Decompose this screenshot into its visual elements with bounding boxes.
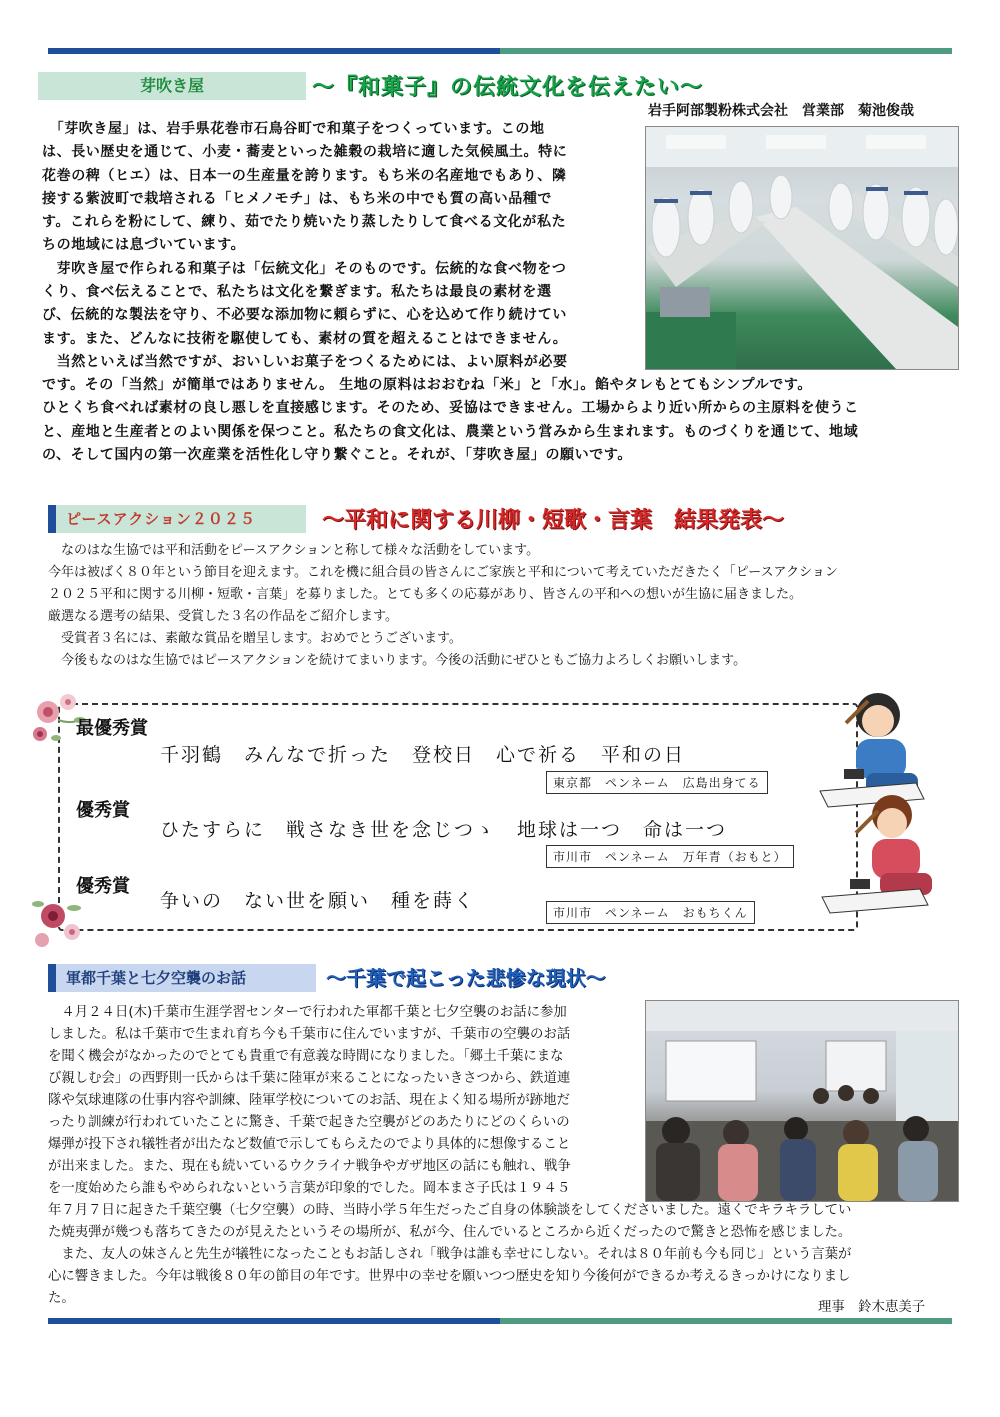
section3-paragraph-b: 年７月７日に起きた千葉空襲（七夕空襲）の時、当時小学５年生だったご自身の体験談をしてくださいました。遠くでキラキラしてい た焼夷弾が幾つも落ちてきたのが見えたというその場所が、私が今、住んでいるところから近くだったので驚きと恐怖を感じました。 また、友人の妹さんと先生が犠牲になったこともお話しされ「戦争は誰も幸せにしない。それは８０年前も今も同じ」という言葉が 心に響きました。今年は戦後８０年の節目の年です。世界中の幸せを願いつつ歴史を知り今後何ができるか考えるきっかけになりまし た。 xyxy=(48,1203,852,1306)
award-3-poem: 争いの ない世を願い 種を蒔く xyxy=(160,890,476,912)
award-3-penname: 市川市 ペンネーム おもちくん xyxy=(546,901,755,924)
section1-paragraph-b: です。その「当然」が簡単ではありません。 生地の原料はおおむね「米」と「水」。餡やタレもとてもシンプルです。 ひとくち食べれば素材の良し悪しを直接感じます。そのため、妥協はできません。工場からより近い所からの主原料を使うこ と、産地と生産者とのよい関係を保つこと。私たちの食文化は、農業という営みから生まれます。ものづくりを通じて、地域 の、そして国内の第一次産業を活性化し守り繋ぐこと。それが、「芽吹き屋」の願いです。 xyxy=(42,377,859,463)
top-divider-bar xyxy=(48,48,952,54)
section3-paragraph-a: ４月２４日(木)千葉市生涯学習センターで行われた軍都千葉と七夕空襲のお話に参加 しました。私は千葉市で生まれ育ち今も千葉市に住んでいますが、千葉市の空襲のお話 を聞く機会がなかったのでとても貴重で有意義な時間になりました。「郷土千葉にまな び親しむ会」の西野則一氏からは千葉に陸軍が来ることになったいきさつから、鉄道連 隊や気球連隊の仕事内容や訓練、陸軍学校についてのお話、現在よく知る場所が跡地だ ったり訓練が行われていたことに驚き、千葉で起きた空襲がどのあたりにどのくらいの 爆弾が投下され犠牲者が出たなど数値で示してもらえたのでより具体的に想像すること が出来ました。また、現在も続いているウクライナ戦争やガザ地区の話にも触れ、戦争 を一度始めたら誰もやめられないという言葉が印象的でした。岡本まさ子氏は１９４５ xyxy=(48,1005,571,1196)
section3-title: ～千葉で起こった悲惨な現状～ xyxy=(326,966,606,990)
bottom-divider-bar xyxy=(48,1318,952,1324)
section3-author: 理事 鈴木恵美子 xyxy=(818,1300,926,1315)
award-2-label: 優秀賞 xyxy=(76,800,130,821)
section1-title: ～『和菓子』の伝統文化を伝えたい～ xyxy=(312,75,704,100)
award-2-penname: 市川市 ペンネーム 万年青（おもと） xyxy=(546,845,794,868)
award-1-label: 最優秀賞 xyxy=(76,718,148,739)
award-2-poem: ひたすらに 戦さなき世を念じつゝ 地球は一つ 命は一つ xyxy=(160,819,728,841)
section1-tag: 芽吹き屋 xyxy=(38,72,306,100)
lecture-photo xyxy=(645,1000,959,1202)
lecture-photo-illustration xyxy=(646,1001,958,1201)
factory-photo-illustration xyxy=(646,127,958,369)
section2-title: ～平和に関する川柳・短歌・言葉 結果発表～ xyxy=(322,508,785,533)
section3-tag: 軍都千葉と七夕空襲のお話 xyxy=(48,964,316,992)
calligraphy-people-illustration-icon xyxy=(816,683,956,943)
section2-tag: ピースアクション２０２５ xyxy=(48,505,306,533)
award-1-poem: 千羽鶴 みんなで折った 登校日 心で祈る 平和の日 xyxy=(160,744,686,766)
award-3-label: 優秀賞 xyxy=(76,876,130,897)
factory-photo xyxy=(645,126,959,370)
section2-paragraph: なのはな生協では平和活動をピースアクションと称して様々な活動をしています。 今年は被ばく８０年という節目を迎えます。これを機に組合員の皆さんにご家族と平和について考えていただきたく「ピースアクション ２０２５平和に関する川柳・短歌・言葉」を募りました。とても多くの応募があり、皆さんの平和への想いが生協に届きました。 厳選なる選考の結果、受賞した３名の作品をご紹介します。 受賞者３名には、素敵な賞品を贈呈します。おめでとうございます。 今後もなのはな生協ではピースアクションを続けてまいります。今後の活動にぜひともご協力よろしくお願いします。 xyxy=(48,543,838,668)
section1-paragraph-a: 「芽吹き屋」は、岩手県花巻市石鳥谷町で和菓子をつくっています。この地 は、長い歴史を通じて、小麦・蕎麦といった雑穀の栽培に適した気候風土。特に 花巻の稗（ヒエ）は、日本一の生産量を誇ります。もち米の名産地でもあり、隣 接する紫波町で栽培される「ヒメノモチ」は、もち米の中でも質の高い品種で す。これらを粉にして、練り、茹でたり焼いたり蒸したりして食べる文化が私た ちの地域には息づいています。 芽吹き屋で作られる和菓子は「伝統文化」そのものです。伝統的な食べ物をつ くり、食べ伝えることで、私たちは文化を繋ぎます。私たちは最良の素材を選 び、伝統的な製法を守り、不必要な添加物に頼らずに、心を込めて作り続けてい ます。また、どんなに技術を駆使しても、素材の質を超えることはできません。 当然といえば当然ですが、おいしいお菓子をつくるためには、よい原料が必要 xyxy=(42,121,568,370)
award-1-penname: 東京都 ペンネーム 広島出身てる xyxy=(546,771,768,794)
section1-author: 岩手阿部製粉株式会社 営業部 菊池俊哉 xyxy=(648,103,914,119)
